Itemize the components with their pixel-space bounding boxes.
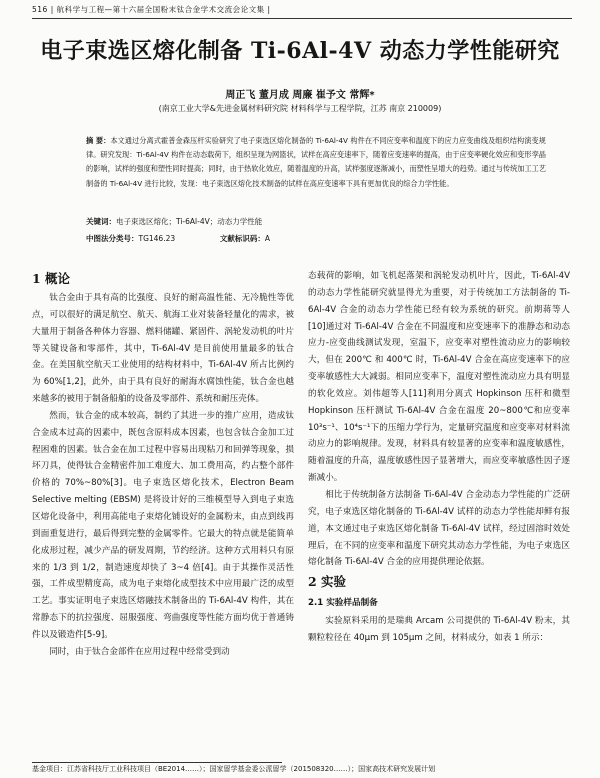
left-column xyxy=(32,268,294,661)
abstract-label: 摘 要： xyxy=(86,136,111,145)
paper-title: 电子束选区熔化制备 Ti-6Al-4V 动态力学性能研究 xyxy=(40,38,560,64)
keywords-label: 关键词： xyxy=(86,217,116,226)
classification-label: 中图法分类号： xyxy=(86,234,139,243)
running-header: 516 | 航科学与工程—第十六届全国粉末钛合金学术交流会论文集 | xyxy=(32,5,271,14)
intro-paragraph-4: 态载荷的影响，如飞机起落架和涡轮发动机叶片，因此，Ti-6Al-4V 的动态力学性能研究就显得尤为重要，对于传统加工方法制备的 Ti-6Al-4V 合金的动态力学性能已经有较为系统的研究。前期蒋等人[10]通过对 Ti-6Al-4V 合金在不同温度和应变速率下的准静态和动态应力-应变曲线测试发现，室温下，应变率对塑性流动应力的影响较大，但在 200℃ 和 400℃ 时，Ti-6Al-4V 合金在高应变速率下的应变率敏感性大大减弱。相同应变率下，温度对塑性流动应力具有明显的软化效应。刘伟超等人[11]利用分离式 Hopkinson 压杆和微型 Hopkinson 压杆测试 Ti-6Al-4V 合金在温度 20~800℃和应变率 10³s⁻¹、10⁴s⁻¹下的压缩力学行为，定量研究温度和应变率对材料流动应力的影响规律。发现，材料具有较显著的应变率和温度敏感性，随着温度的升高，温度敏感性因子显著增大，而应变率敏感性因子逐渐减小。 xyxy=(308,271,570,484)
experiment-paragraph-1: 实验原料采用的是瑞典 Arcam 公司提供的 Ti-6Al-4V 粉末，其颗粒粒径在 40μm 到 105μm 之间，材料成分，如表 1 所示： xyxy=(308,616,570,644)
intro-paragraph-2: 然而，钛合金的成本较高，制约了其进一步的推广应用，造成钛合金成本过高的因素中，既包含原料成本因素，也包含钛合金加工过程困难的因素。钛合金在加工过程中容易出现粘刀和回弹等现象，损坏刀具，使得钛合金精密件加工难度大、加工费用高，约占整个部件价格的 70%~80%[3]。电子束选区熔化技术，Electron Beam Selective melting (EBSM) 是将设计好的三维模型导入到电子束选区熔化设备中，利用高能电子束熔化铺设好的金属粉末，由点到线再到面重复进行，最后得到完整的金属零件。它最大的特点就是能简单化成形过程，减少产品的研发周期，节约经济。这种方式用料只有原来的 1/3 到 1/2，制造速度却快了 3~4 倍[4]。由于其操作灵活性强，工件成型精度高，成为电子束熔化成型技术中应用最广泛的成型工艺。事实证明电子束选区熔融技术制备出的 Ti-6Al-4V 构件，其在常静态下的抗拉强度、屈服强度、弯曲强度等性能方面均优于普通铸件以及锻造件[5-9]。 xyxy=(32,410,294,640)
abstract xyxy=(86,134,546,191)
classification-line xyxy=(86,233,270,244)
intro-paragraph-5: 相比于传统制备方法制备 Ti-6Al-4V 合金动态力学性能的广泛研究，电子束选区熔化制备的 Ti-6Al-4V 试样的动态力学性能却鲜有报道，本文通过电子束选区熔化制备 Ti-6Al-4V 试样，经过固溶时效处理后，在不同的应变率和温度下研究其动态力学性能，为电子束选区熔化制备 Ti-6Al-4V 合金的应用提供理论依据。 xyxy=(308,489,570,568)
intro-paragraph-3: 同时，由于钛合金部件在应用过程中经常受到动 xyxy=(49,646,230,657)
section-heading-intro: 1 概论 xyxy=(32,271,71,286)
header-divider xyxy=(32,18,572,19)
doc-code-label: 文献标识码： xyxy=(219,234,265,243)
keywords-value: 电子束选区熔化；Ti-6Al-4V；动态力学性能 xyxy=(116,217,263,226)
section-heading-experiment: 2 实验 xyxy=(308,574,347,590)
right-column xyxy=(308,268,570,647)
funding-footnote: 基金项目：江苏省科技厅工业科技项目（BE2014……）；国家留学基金委公派留学（201508320……）；国家高技术研究发展计划 xyxy=(32,765,436,773)
abstract-text: 本文通过分离式霍普金森压杆实验研究了电子束选区熔化制备的 Ti-6Al-4V 构件在不同应变率和温度下的应力应变曲线及组织结构演变规律。研究发现：Ti-6Al-4V 构件在动态载荷下，组织呈现为网篮状，试样在高应变速率下，随着应变速率的提高，由于应变率硬化效应和变形孪晶的影响，试样的强度和塑性同时提高；同时，由于热软化效应，随着温度的升高，试样强度逐渐减小，而塑性呈增大的趋势。通过与传统加工工艺制备的 Ti-6Al-4V 进行比较，发现：电子束选区熔化技术制备的试样在高应变速率下具有更加优良的综合力学性能。 xyxy=(86,136,547,188)
footer-divider xyxy=(32,762,282,763)
author-list: 周正飞 董月成 周廉 崔予文 常辉* xyxy=(225,90,375,101)
intro-paragraph-1: 钛合金由于具有高的比强度、良好的耐高温性能、无冷脆性等优点，可以很好的满足航空、航天、航海工业对装备轻量化的需求，被大量用于制备各种体力容器、燃料储罐、紧固件、涡轮发动机的叶片等关键设备和零部件，其中，Ti-6Al-4V 是目前使用量最多的钛合金。在美国航空航天工业使用的结构材料中，Ti-6Al-4V 所占比例约为 60%[1,2]，此外，由于具有良好的耐海水腐蚀性能，钛合金也越来越多的被用于制备船舶的设备及零部件、系统和耐压壳体。 xyxy=(32,293,294,405)
subsection-heading-sample: 2.1 实验样品制备 xyxy=(308,598,378,609)
keywords-line xyxy=(86,216,262,227)
affiliation: (南京工业大学&先进金属材料研究院 材料科学与工程学院，江苏 南京 210009) xyxy=(158,104,442,113)
classification-value: TG146.23 xyxy=(138,234,176,243)
doc-code-value: A xyxy=(264,234,271,243)
